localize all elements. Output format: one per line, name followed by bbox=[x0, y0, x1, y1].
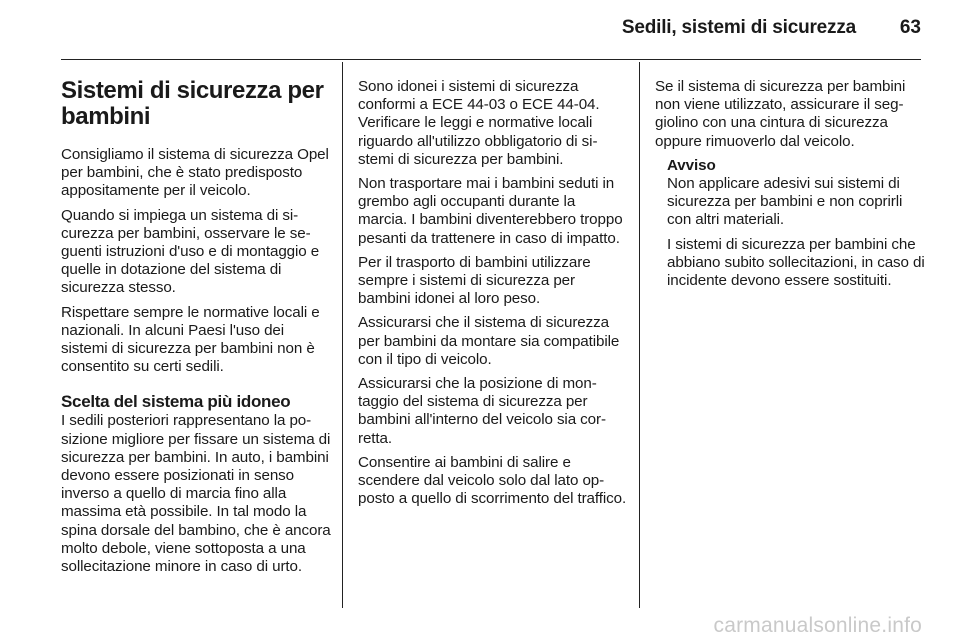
column-2 bbox=[358, 78, 628, 514]
running-header-title: Sedili, sistemi di sicurezza bbox=[621, 17, 856, 38]
paragraph: I sedili posteriori rappresentano la posizione migliore per fissare un sistema di sicurezza per bambini. In auto, i bambini devono essere posizionati in senso inverso a quello di marcia fino alla massima età possibile. In tal modo la spina dorsale del bambino, che è ancora molto debole, viene sottoposta a una sollecitazione minore in caso di urto. bbox=[61, 412, 331, 576]
notice-box bbox=[667, 157, 927, 290]
column-divider-2 bbox=[639, 62, 640, 608]
notice-paragraph: Non applicare adesivi sui sistemi di sicurezza per bambini e non coprirli con altri materiali. bbox=[667, 175, 903, 229]
paragraph: Assicurarsi che il sistema di sicurezza per bambini da montare sia compatibile con il tipo di veicolo. bbox=[358, 314, 620, 368]
paragraph: Quando si impiega un sistema di sicurezza per bambini, osservare le seguenti istruzioni d'uso e di montaggio e quelle in dotazione del sistema di sicurezza stesso. bbox=[61, 206, 320, 297]
paragraph: Per il trasporto di bambini utilizzare sempre i sistemi di sicurezza per bambini idonei al loro peso. bbox=[358, 253, 591, 308]
subheading: Scelta del sistema più idoneo bbox=[61, 392, 291, 412]
paragraph: Consigliamo il sistema di sicurezza Opel per bambini, che è stato predisposto appositamente per il veicolo. bbox=[61, 146, 329, 200]
section-heading: Sistemi di sicurezza per bambini bbox=[61, 77, 324, 130]
paragraph: Se il sistema di sicurezza per bambini non viene utilizzato, assicurare il seggiolino con una cintura di sicurezza oppure rimuoverlo dal veicolo. bbox=[655, 78, 906, 150]
column-3 bbox=[655, 78, 927, 296]
header-divider bbox=[61, 59, 921, 60]
watermark: carmanualsonline.info bbox=[713, 614, 922, 637]
paragraph: Consentire ai bambini di salire e scendere dal veicolo solo dal lato opposto a quello di scorrimento del traffico. bbox=[358, 453, 627, 508]
column-1 bbox=[61, 78, 331, 582]
column-divider-1 bbox=[342, 62, 343, 608]
notice-paragraph: I sistemi di sicurezza per bambini che abbiano subito sollecitazioni, in caso di incidente devono essere sostituiti. bbox=[667, 235, 925, 290]
page-number: 63 bbox=[899, 17, 921, 38]
paragraph: Non trasportare mai i bambini seduti in grembo agli occupanti durante la marcia. I bambini diventerebbero troppo pesanti da trattenere in caso di impatto. bbox=[358, 175, 623, 247]
paragraph: Sono idonei i sistemi di sicurezza conformi a ECE 44-03 o ECE 44-04. Verificare le leggi e normative locali riguardo all'utilizzo obbligatorio di sistemi di sicurezza per bambini. bbox=[358, 78, 600, 168]
notice-label: Avviso bbox=[667, 156, 716, 174]
paragraph: Rispettare sempre le normative locali e nazionali. In alcuni Paesi l'uso dei sistemi di sicurezza per bambini non è consentito su certi sedili. bbox=[61, 303, 320, 376]
paragraph: Assicurarsi che la posizione di montaggio del sistema di sicurezza per bambini all'interno del veicolo sia corretta. bbox=[358, 375, 607, 447]
